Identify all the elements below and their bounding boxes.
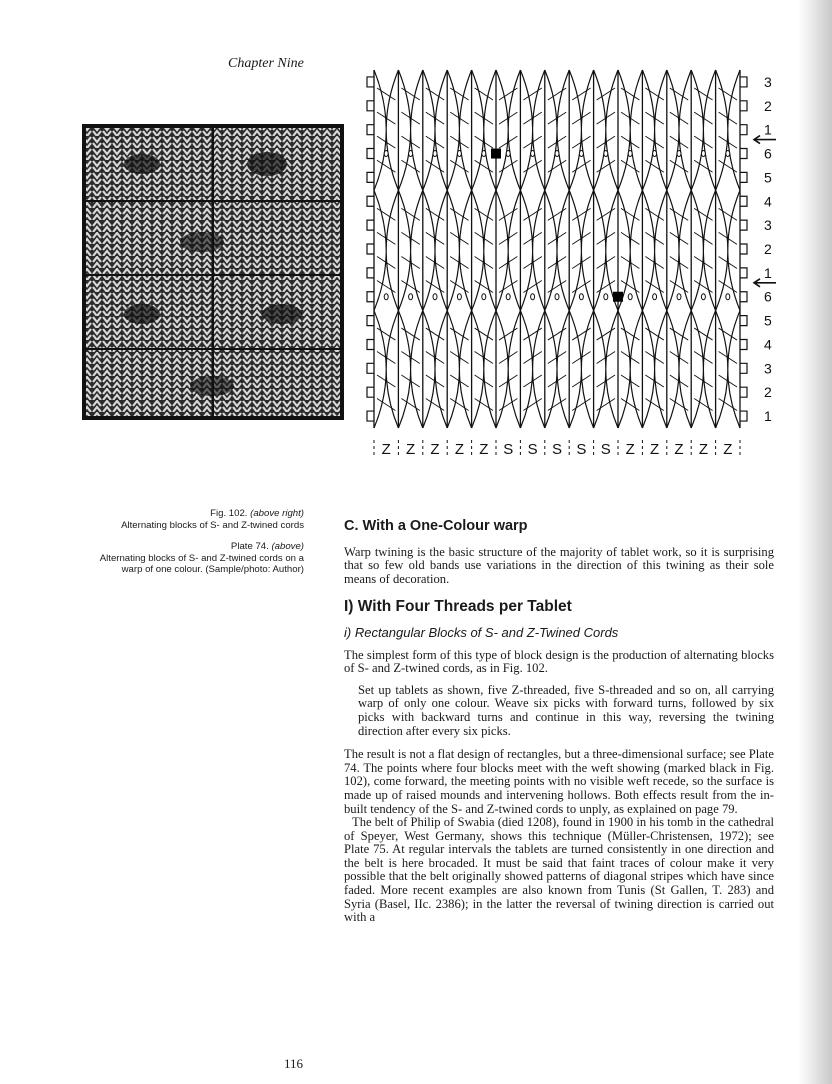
twist-stroke <box>475 281 493 293</box>
weft-loop <box>367 339 374 349</box>
weft-dot <box>409 294 413 300</box>
cord-label: S <box>576 441 587 458</box>
twist-stroke <box>450 88 468 100</box>
weft-loop <box>740 172 747 182</box>
weft-dot <box>726 151 730 157</box>
weft-loop <box>740 244 747 254</box>
weft-loop <box>740 220 747 230</box>
twist-stroke <box>694 328 712 340</box>
plate-74-caption: Plate 74. (above) Alternating blocks of S- and Z-twined cords on a warp of one colour. (Sample/photo: Author) <box>99 541 304 575</box>
twist-stroke <box>475 208 493 220</box>
weft-loop <box>740 387 747 397</box>
twist-stroke <box>572 328 590 340</box>
row-number: 3 <box>764 360 772 377</box>
twist-stroke <box>377 328 395 340</box>
weft-loop <box>740 363 747 373</box>
weft-dot <box>409 151 413 157</box>
weft-dot <box>653 151 657 157</box>
weft-dot <box>579 294 583 300</box>
twist-stroke <box>499 281 517 293</box>
cord-label: Z <box>723 441 733 458</box>
twist-stroke <box>401 88 419 100</box>
weft-loop <box>367 363 374 373</box>
twist-stroke <box>426 160 444 172</box>
section-heading: C. With a One-Colour warp <box>344 518 528 534</box>
row-number: 5 <box>764 312 772 329</box>
twist-stroke <box>645 399 663 411</box>
twist-stroke <box>597 281 615 293</box>
weft-loop <box>740 268 747 278</box>
weft-loop <box>367 172 374 182</box>
weft-loop <box>740 196 747 206</box>
weft-loop <box>740 292 747 302</box>
twist-stroke <box>670 328 688 340</box>
weft-dot <box>628 294 632 300</box>
twist-stroke <box>401 328 419 340</box>
weft-dot <box>604 294 608 300</box>
twist-stroke <box>523 328 541 340</box>
cord-label: Z <box>479 441 489 458</box>
twist-stroke <box>621 88 639 100</box>
twist-stroke <box>548 399 566 411</box>
twist-stroke <box>499 88 517 100</box>
weft-loop <box>740 149 747 159</box>
weft-loop <box>740 101 747 111</box>
twist-stroke <box>426 328 444 340</box>
subheading: I) With Four Threads per Tablet <box>344 598 572 616</box>
twist-stroke <box>523 399 541 411</box>
paragraph: The simplest form of this type of block design is the production of alternating blocks of S- and Z-twined cords, as in Fig. 102. <box>344 647 774 676</box>
twist-stroke <box>401 160 419 172</box>
twist-stroke <box>523 160 541 172</box>
row-number: 5 <box>764 169 772 186</box>
weft-dot <box>579 151 583 157</box>
twist-stroke <box>670 160 688 172</box>
row-number: 4 <box>764 193 772 210</box>
twist-stroke <box>719 399 737 411</box>
twist-stroke <box>450 160 468 172</box>
cord-label: S <box>527 441 538 458</box>
twist-stroke <box>401 208 419 220</box>
weft-loop <box>740 339 747 349</box>
cord-label: Z <box>625 441 635 458</box>
weft-loop <box>740 125 747 135</box>
instruction-paragraph: Set up tablets as shown, five Z-threaded, five S-threaded and so on, all carrying warp of only one colour. Weave six picks with forward turns, followed by six picks with backward turns and continue in this way, reversing the twining direction after every six picks. <box>358 682 774 738</box>
fig-102-diagram <box>362 62 776 482</box>
twist-stroke <box>621 208 639 220</box>
weft-dot <box>482 294 486 300</box>
twist-stroke <box>426 208 444 220</box>
twist-stroke <box>499 399 517 411</box>
twist-stroke <box>719 208 737 220</box>
twist-stroke <box>694 399 712 411</box>
cord-label: S <box>503 441 514 458</box>
cord-label: Z <box>674 441 684 458</box>
twist-stroke <box>523 88 541 100</box>
twist-stroke <box>670 281 688 293</box>
cord-label: Z <box>698 441 708 458</box>
cord-label: Z <box>454 441 464 458</box>
weft-loop <box>367 292 374 302</box>
weft-dot <box>457 151 461 157</box>
twist-stroke <box>548 328 566 340</box>
weft-dot <box>653 294 657 300</box>
weft-dot <box>384 294 388 300</box>
twist-stroke <box>645 88 663 100</box>
weft-dot <box>701 294 705 300</box>
twist-stroke <box>719 328 737 340</box>
weft-loop <box>367 149 374 159</box>
row-number: 2 <box>764 241 772 257</box>
weft-loop <box>367 101 374 111</box>
weft-dot <box>555 151 559 157</box>
weft-loop <box>367 220 374 230</box>
twist-stroke <box>621 328 639 340</box>
weft-loop <box>367 244 374 254</box>
twist-stroke <box>450 399 468 411</box>
twist-stroke <box>401 281 419 293</box>
twist-stroke <box>377 160 395 172</box>
twist-stroke <box>401 399 419 411</box>
weft-dot <box>555 294 559 300</box>
weft-dot <box>677 151 681 157</box>
weft-dot <box>506 294 510 300</box>
paragraph: The belt of Philip of Swabia (died 1208), found in 1900 in his tomb in the cathedral of Speyer, West Germany, shows this technique (Müller-Christensen, 1972); see Plate 75. At regular intervals the tablets are turned consistently in one direction and the belt is here brocaded. It must be said that faint traces of colour make it very possible that the belt originally showed patterns of diagonal stripes which have since faded. More recent examples are also known from Tunis (St Gallen, T. 283) and Syria (Basel, IIc. 2386); in the latter the reversal of twining direction is carried out with a <box>344 815 774 925</box>
twist-stroke <box>377 399 395 411</box>
weft-loop <box>740 316 747 326</box>
twist-stroke <box>475 399 493 411</box>
page-number: 116 <box>284 1056 304 1071</box>
page-edge-shadow <box>798 0 832 1084</box>
twist-stroke <box>572 399 590 411</box>
twist-stroke <box>475 328 493 340</box>
twist-stroke <box>597 160 615 172</box>
twist-stroke <box>572 88 590 100</box>
row-number: 1 <box>764 121 772 138</box>
row-number: 4 <box>764 336 772 353</box>
main-text <box>344 520 774 925</box>
weft-dot <box>531 294 535 300</box>
twist-stroke <box>645 328 663 340</box>
weft-dot <box>531 151 535 157</box>
weft-dot <box>628 151 632 157</box>
plate-74-photo <box>82 124 344 420</box>
row-number: 1 <box>764 264 772 281</box>
twist-stroke <box>426 88 444 100</box>
figure-captions <box>96 508 304 586</box>
row-number: 2 <box>764 97 772 114</box>
weft-dot <box>482 151 486 157</box>
twist-stroke <box>719 281 737 293</box>
paragraph: Warp twining is the basic structure of the majority of tablet work, so it is surprising that so few old bands use variations in the direction of this twining as their sole means of decoration. <box>344 544 774 586</box>
twist-stroke <box>670 399 688 411</box>
weft-loop <box>367 125 374 135</box>
fig-102-caption: Fig. 102. (above right) Alternating blocks of S- and Z-twined cords <box>121 508 304 531</box>
twist-stroke <box>572 160 590 172</box>
cord-label: S <box>600 441 611 458</box>
twist-stroke <box>572 208 590 220</box>
twist-stroke <box>719 160 737 172</box>
weft-dot <box>433 294 437 300</box>
subsubheading: i) Rectangular Blocks of S- and Z-Twined Cords <box>344 624 619 640</box>
cord-label: Z <box>650 441 660 458</box>
twist-stroke <box>621 399 639 411</box>
twist-stroke <box>645 208 663 220</box>
row-number: 3 <box>764 217 772 234</box>
twist-stroke <box>597 328 615 340</box>
twist-stroke <box>572 281 590 293</box>
twist-stroke <box>548 160 566 172</box>
twist-stroke <box>645 160 663 172</box>
weft-dot <box>726 294 730 300</box>
weft-loop <box>367 196 374 206</box>
twist-stroke <box>377 281 395 293</box>
chapter-header: Chapter Nine <box>228 56 304 71</box>
twist-stroke <box>670 208 688 220</box>
twist-stroke <box>694 281 712 293</box>
twist-stroke <box>426 399 444 411</box>
weft-loop <box>367 316 374 326</box>
twist-stroke <box>548 281 566 293</box>
weft-dot <box>457 294 461 300</box>
twist-stroke <box>523 281 541 293</box>
weft-marker <box>613 292 623 302</box>
weft-dot <box>604 151 608 157</box>
twist-stroke <box>450 208 468 220</box>
cord-label: S <box>551 441 563 458</box>
weft-dot <box>433 151 437 157</box>
cord-label: Z <box>430 441 440 458</box>
twist-stroke <box>694 208 712 220</box>
twist-stroke <box>597 399 615 411</box>
twist-stroke <box>670 88 688 100</box>
weft-dot <box>384 151 388 157</box>
twist-stroke <box>499 208 517 220</box>
twist-stroke <box>499 328 517 340</box>
cord-label: Z <box>381 441 391 458</box>
twist-stroke <box>597 88 615 100</box>
paragraph: The result is not a flat design of rectangles, but a three-dimensional surface; see Plate 74. The points where four blocks meet with the weft showing (marked black in Fig. 102), come forward, the meeting points with no visible weft recede, so the surface is made up of raised mounds and intervening hollows. Both effects result from the in-built tendency of the S- and Z-twined cords to unply, as explained on page 79. <box>344 747 774 816</box>
row-number: 6 <box>764 288 772 305</box>
twist-stroke <box>450 328 468 340</box>
row-number: 1 <box>764 408 772 425</box>
twist-stroke <box>523 208 541 220</box>
weft-loop <box>740 77 747 87</box>
twist-stroke <box>548 208 566 220</box>
weft-dot <box>677 294 681 300</box>
twist-stroke <box>621 281 639 293</box>
weft-dot <box>506 151 510 157</box>
twist-stroke <box>597 208 615 220</box>
weft-loop <box>367 77 374 87</box>
row-number: 6 <box>764 145 772 162</box>
twist-stroke <box>719 88 737 100</box>
row-number: 3 <box>764 73 772 90</box>
twist-stroke <box>548 88 566 100</box>
twist-stroke <box>450 281 468 293</box>
weft-loop <box>367 387 374 397</box>
weft-loop <box>740 411 747 421</box>
twist-stroke <box>694 88 712 100</box>
weft-loop <box>367 268 374 278</box>
twist-stroke <box>694 160 712 172</box>
twist-stroke <box>621 160 639 172</box>
twist-stroke <box>426 281 444 293</box>
twist-stroke <box>645 281 663 293</box>
weft-dot <box>701 151 705 157</box>
row-number: 2 <box>764 384 772 401</box>
cord-label: Z <box>406 441 416 458</box>
weft-marker <box>491 149 501 159</box>
twist-stroke <box>499 160 517 172</box>
weft-loop <box>367 411 374 421</box>
twist-stroke <box>475 160 493 172</box>
twist-stroke <box>377 208 395 220</box>
twist-stroke <box>475 88 493 100</box>
twist-stroke <box>377 88 395 100</box>
